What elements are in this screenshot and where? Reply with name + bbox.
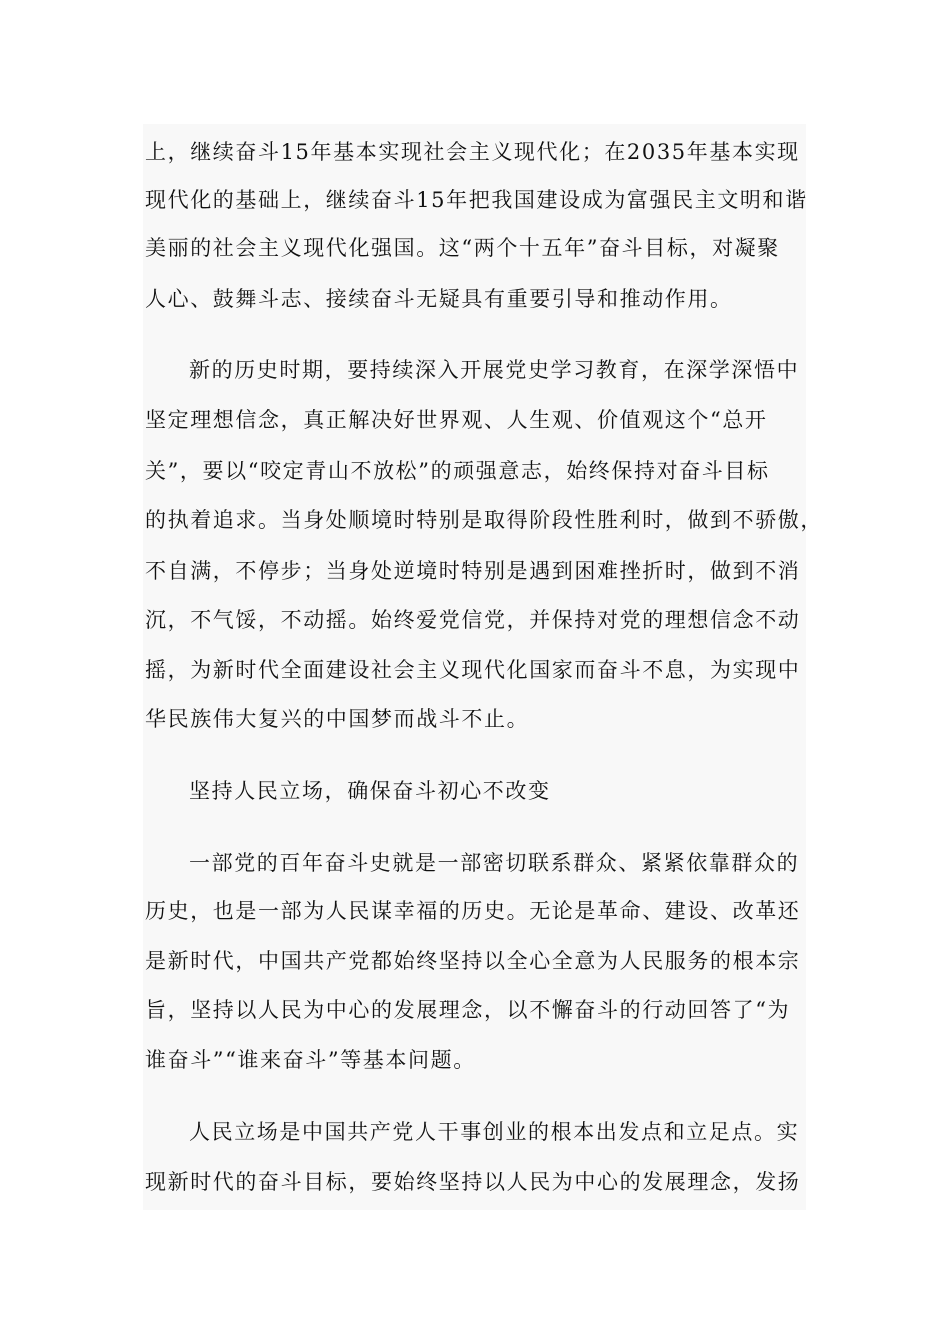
paragraph-first-line: 人民立场是中国共产党人干事创业的根本出发点和立足点。实 [189,1120,800,1144]
text-line: 旨，坚持以人民为中心的发展理念，以不懈奋斗的行动回答了“为 [145,998,791,1022]
text-line: 坚定理想信念，真正解决好世界观、人生观、价值观这个“总开 [145,408,768,432]
text-line: 谁奋斗”“谁来奋斗”等基本问题。 [145,1048,476,1072]
text-line: 不自满，不停步；当身处逆境时特别是遇到困难挫折时，做到不消 [145,559,801,583]
text-line: 美丽的社会主义现代化强国。这“两个十五年”奋斗目标，对凝聚 [145,236,780,260]
text-line: 历史，也是一部为人民谋幸福的历史。无论是革命、建设、改革还 [145,899,801,923]
section-heading: 坚持人民立场，确保奋斗初心不改变 [189,779,551,803]
paragraph-first-line: 一部党的百年奋斗史就是一部密切联系群众、紧紧依靠群众的 [189,851,800,875]
text-line: 摇，为新时代全面建设社会主义现代化国家而奋斗不息，为实现中 [145,658,801,682]
text-line: 上，继续奋斗15年基本实现社会主义现代化；在2035年基本实现 [145,140,800,164]
text-line: 现代化的基础上，继续奋斗15年把我国建设成为富强民主文明和谐 [145,188,808,212]
text-line: 人心、鼓舞斗志、接续奋斗无疑具有重要引导和推动作用。 [145,287,733,311]
text-line: 沉，不气馁，不动摇。始终爱党信党，并保持对党的理想信念不动 [145,608,801,632]
text-line: 现新时代的奋斗目标，要始终坚持以人民为中心的发展理念，发扬 [145,1170,801,1194]
text-line: 关”，要以“咬定青山不放松”的顽强意志，始终保持对奋斗目标 [145,459,770,483]
text-line: 是新时代，中国共产党都始终坚持以全心全意为人民服务的根本宗 [145,949,801,973]
paragraph-first-line: 新的历史时期，要持续深入开展党史学习教育，在深学深悟中 [189,358,800,382]
text-line: 华民族伟大复兴的中国梦而战斗不止。 [145,707,530,731]
text-line: 的执着追求。当身处顺境时特别是取得阶段性胜利时，做到不骄傲， [145,508,823,532]
